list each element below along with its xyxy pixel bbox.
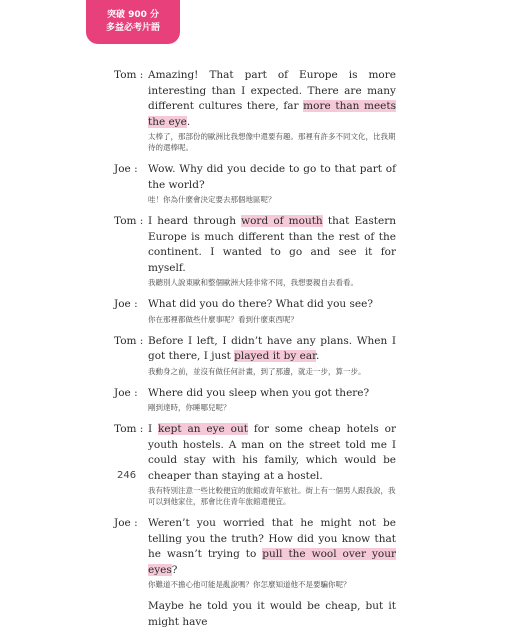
dialogue-entry — [114, 599, 396, 630]
english-text: Before I left, I didn’t have any plans. When I got there, I just — [148, 334, 396, 362]
highlighted-phrase: more than meets the eye — [148, 100, 397, 128]
english-line — [148, 422, 396, 484]
chinese-translation: 剛到達時，你睡哪兒呢？ — [148, 403, 231, 412]
dialogue-body — [114, 68, 396, 639]
speaker-label: Joe : — [114, 298, 138, 310]
english-text: ? — [171, 563, 178, 576]
english-line — [148, 297, 396, 313]
speaker-label: Tom : — [114, 69, 144, 81]
english-line — [148, 214, 396, 276]
chapter-tab-subtitle: 多益必考片語 — [105, 23, 160, 33]
english-text: for some cheap hotels or youth hostels. A man on the street told me I could stay with his family, which would be cheaper than staying at a hostel. — [148, 423, 396, 482]
english-text: Wow. Why did you decide to go to that part of the world? — [148, 163, 396, 191]
chinese-translation: 你在那裡都做些什麼事呢？看到什麼東西呢？ — [148, 314, 298, 324]
dialogue-entry — [114, 386, 396, 414]
dialogue-entry — [114, 422, 396, 507]
chinese-translation: 我動身之前，並沒有做任何計畫，到了那邊，就走一步，算一步。 — [148, 366, 366, 376]
speaker-label: Tom : — [114, 215, 144, 227]
english-text: What did you do there? What did you see? — [148, 298, 373, 310]
english-line — [148, 334, 396, 365]
highlighted-phrase: pull the wool over your eyes — [148, 548, 396, 576]
english-text: Amazing! That part of Europe is more interesting than I expected. There are many different cultures there, far — [148, 69, 396, 112]
chinese-translation: 太棒了，那部份的歐洲比我想像中還要有趣。那裡有許多不同文化，比我期待的還棒呢。 — [148, 132, 396, 152]
highlighted-phrase: word of mouth — [241, 215, 323, 227]
dialogue-entry — [114, 334, 396, 377]
dialogue-entry — [114, 297, 396, 325]
english-text: . — [315, 350, 320, 362]
dialogue-entry — [114, 516, 396, 590]
english-line — [148, 386, 396, 402]
highlighted-phrase: played it by ear — [234, 350, 316, 362]
english-line — [148, 68, 396, 130]
chapter-tab-title: 突破 900 分 — [106, 10, 160, 20]
speaker-label: Joe : — [114, 386, 138, 399]
speaker-label: Joe : — [114, 517, 138, 529]
speaker-label: Joe : — [114, 163, 138, 175]
chinese-translation: 我有特別注意一些比較便宜的旅館或青年旅社。街上有一個男人跟我說，我可以到他家住，那會比住青年旅館還便宜。 — [148, 486, 396, 506]
english-text: I heard through — [148, 215, 242, 227]
chinese-translation: 我聽別人說東歐和整個歐洲大陸非常不同，我想要親自去看看。 — [148, 278, 358, 287]
speaker-label: Tom : — [114, 334, 144, 347]
speaker-label: Tom : — [114, 423, 144, 435]
english-text: Maybe he told you it would be cheap, but it might have — [148, 600, 396, 628]
english-text: I — [148, 423, 159, 435]
english-text: Where did you sleep when you got there? — [148, 386, 370, 399]
dialogue-entry — [114, 214, 396, 288]
english-line — [148, 599, 396, 630]
chinese-translation: 哇！你為什麼會決定要去那個地區呢？ — [148, 195, 276, 204]
english-line — [148, 162, 396, 193]
chapter-tab — [86, 0, 180, 44]
page-number: 246 — [117, 470, 137, 481]
english-text: . — [186, 115, 191, 128]
english-text: Weren’t you worried that he might not be telling you the truth? How did you know that he wasn’t trying to — [148, 517, 396, 560]
highlighted-phrase: kept an eye out — [158, 423, 248, 435]
dialogue-entry — [114, 68, 396, 153]
english-text: that Eastern Europe is much different than the rest of the continent. I wanted to go and see it for myself. — [148, 215, 396, 274]
english-line — [148, 516, 396, 578]
dialogue-entry — [114, 162, 396, 205]
chinese-translation: 你難道不擔心他可能是亂說嗎？你怎麼知道他不是要騙你呢？ — [148, 580, 351, 589]
